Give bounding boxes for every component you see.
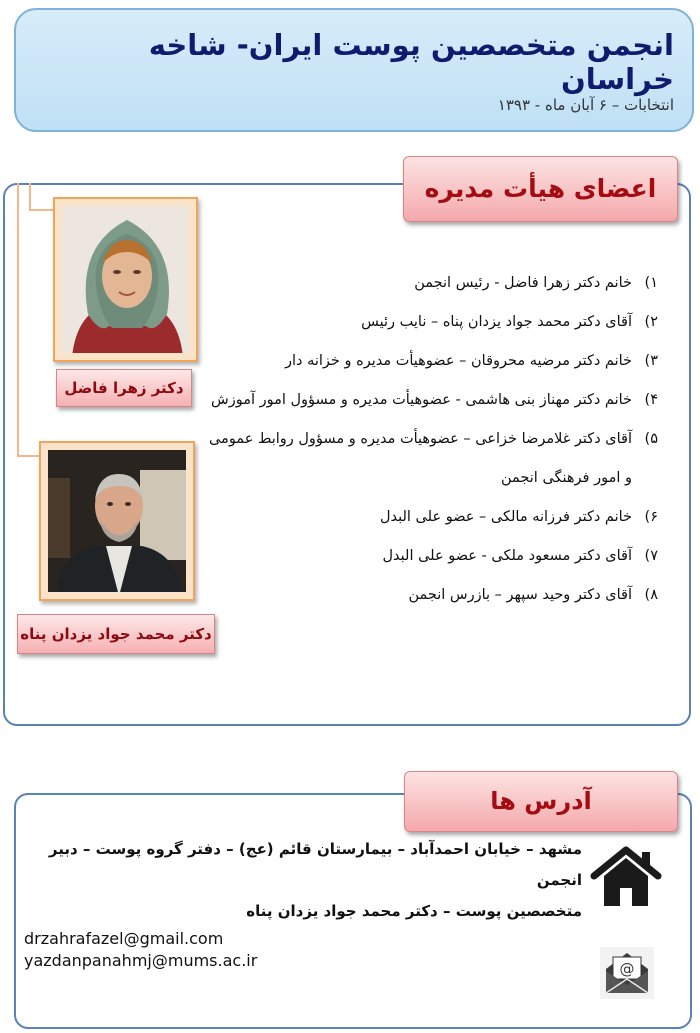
member-text: خانم دکتر فرزانه مالکی – عضو علی البدل — [379, 509, 632, 525]
portrait-fazel — [62, 206, 189, 353]
email-list — [24, 928, 257, 972]
item-number: ۷) — [644, 548, 658, 564]
list-item — [198, 350, 658, 372]
page-subtitle: انتخابات – ۶ آبان ماه - ۱۳۹۳ — [497, 96, 674, 114]
photo-frame-fazel — [53, 197, 198, 362]
address-line-1: مشهد – خیابان احمدآباد – بیمارستان قائم (عج) – دفتر گروه پوست – دبیر انجمن — [48, 840, 582, 889]
member-text: خانم دکتر زهرا فاضل - رئیس انجمن — [414, 275, 632, 291]
email-yazdanpanah[interactable]: yazdanpanahmj@mums.ac.ir — [24, 951, 258, 970]
page-title: انجمن متخصصین پوست ایران- شاخه خراسان — [148, 28, 674, 96]
portrait-yazdanpanah — [48, 450, 186, 592]
connector-line — [17, 455, 39, 457]
item-number: ۵) — [644, 431, 658, 447]
member-text: آقای دکتر محمد جواد یزدان پناه – نایب رئیس — [361, 314, 632, 330]
email-fazel[interactable]: drzahrafazel@gmail.com — [24, 929, 224, 948]
list-item — [198, 584, 658, 606]
address-line-2: متخصصین پوست – دکتر محمد جواد یزدان پناه — [246, 902, 582, 920]
list-item — [198, 272, 658, 294]
member-text: خانم دکتر مرضیه محروقان – عضوهیأت مدیره و خزانه دار — [284, 353, 632, 369]
list-item — [198, 545, 658, 567]
item-number: ۳) — [644, 353, 658, 369]
connector-line — [29, 183, 31, 209]
header-banner — [14, 8, 694, 132]
item-number: ۴) — [644, 392, 658, 408]
home-icon — [590, 844, 662, 908]
address-heading: آدرس ها — [404, 771, 678, 832]
member-text: خانم دکتر مهناز بنی هاشمی - عضوهیأت مدیره و مسؤول امور آموزش — [211, 392, 632, 408]
connector-line — [17, 183, 19, 455]
item-number: ۸) — [644, 587, 658, 603]
caption-fazel: دکتر زهرا فاضل — [56, 369, 192, 407]
email-icon — [600, 947, 654, 999]
photo-frame-yazdanpanah — [39, 441, 195, 601]
list-item — [198, 506, 658, 528]
board-heading: اعضای هیأت مدیره — [403, 156, 678, 222]
member-text: آقای دکتر غلامرضا خزاعی – عضوهیأت مدیره و مسؤول روابط عمومی — [208, 431, 632, 447]
svg-text:@: @ — [619, 960, 635, 978]
portrait-woman-image — [62, 206, 189, 353]
caption-yazdanpanah: دکتر محمد جواد یزدان پناه — [17, 614, 215, 654]
item-number: ۲) — [644, 314, 658, 330]
item-number: ۶) — [644, 509, 658, 525]
member-text-continued: و امور فرهنگی انجمن — [500, 470, 632, 486]
connector-line — [29, 209, 53, 211]
list-item — [198, 389, 658, 411]
member-text: آقای دکتر مسعود ملکی - عضو علی البدل — [382, 548, 632, 564]
portrait-man-image — [48, 450, 186, 592]
board-members-list — [198, 272, 658, 623]
list-item — [198, 311, 658, 333]
postal-address — [42, 834, 582, 927]
member-text: آقای دکتر وحید سپهر – بازرس انجمن — [408, 587, 632, 603]
list-item — [198, 428, 658, 489]
item-number: ۱) — [644, 275, 658, 291]
